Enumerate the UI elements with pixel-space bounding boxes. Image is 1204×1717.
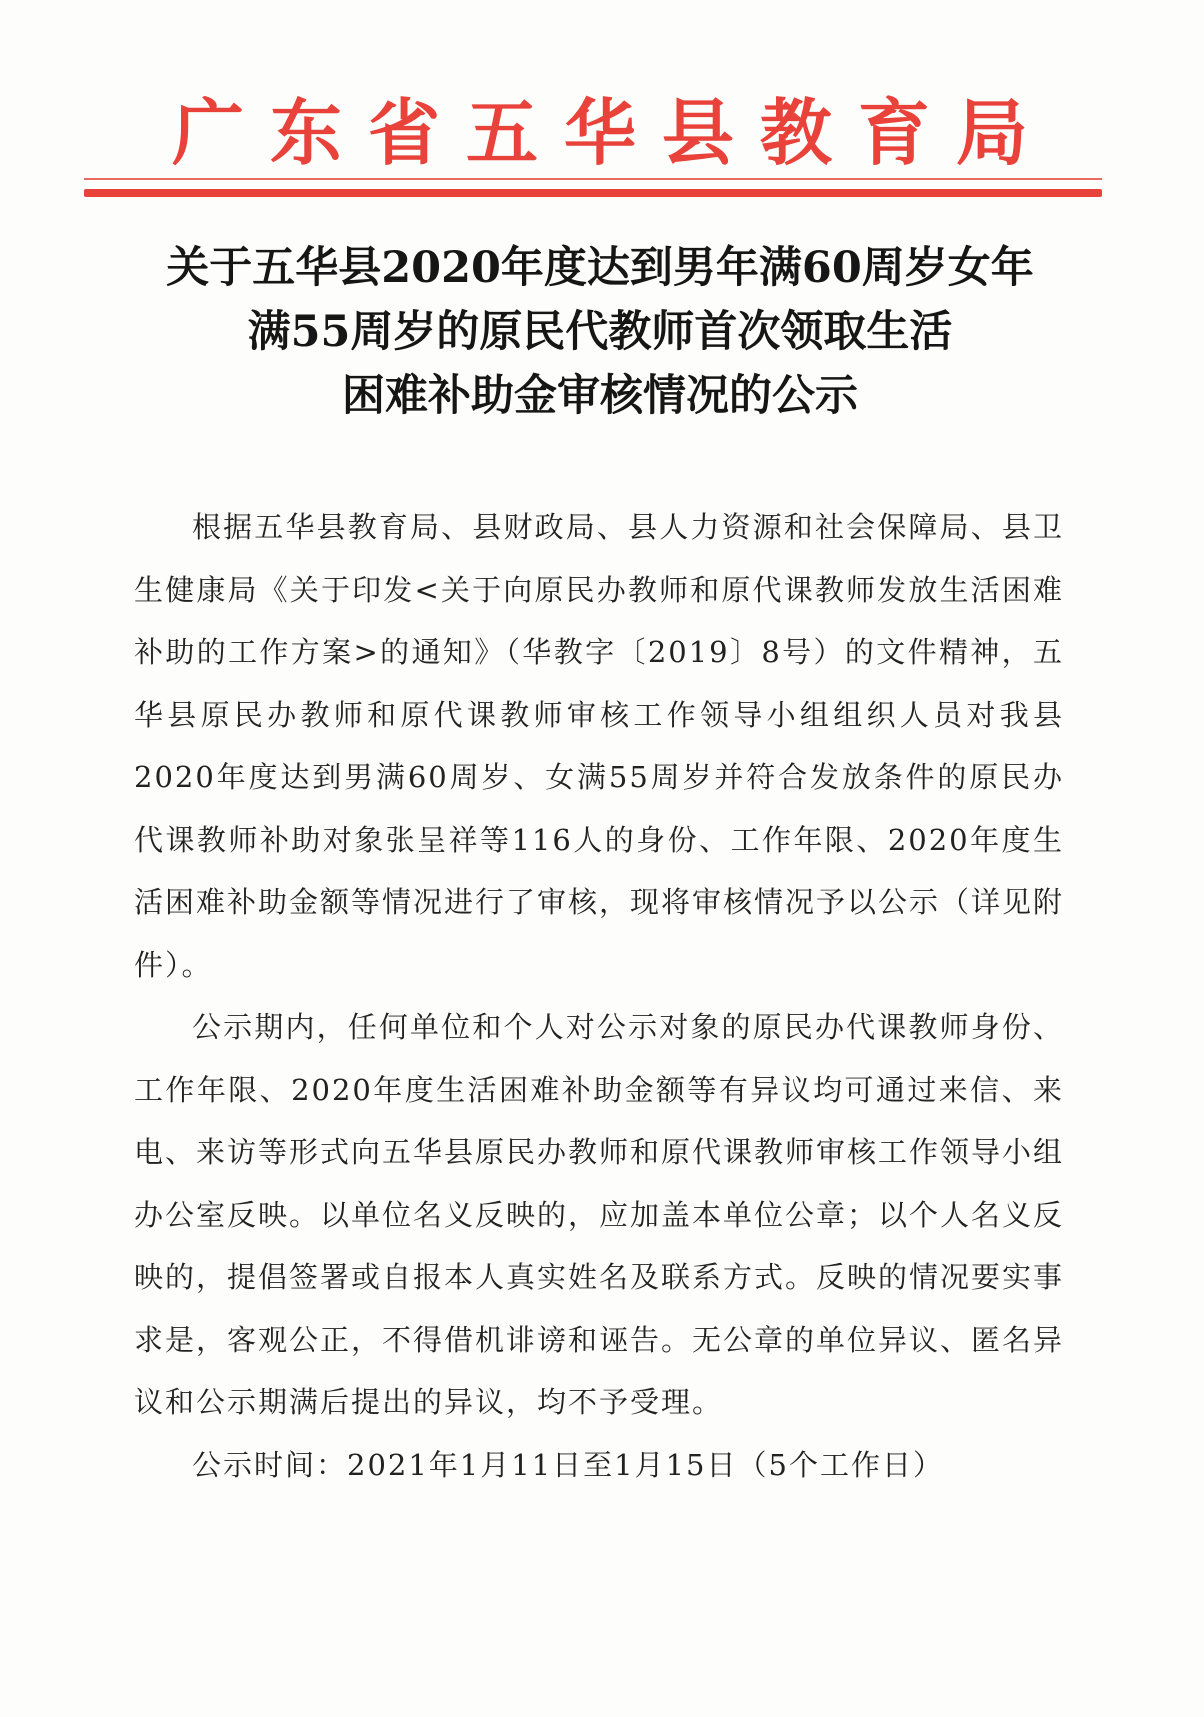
document-title-line: 满55周岁的原民代教师首次领取生活: [247, 307, 953, 357]
letterhead-char: 东: [269, 90, 342, 175]
letterhead-char: 华: [563, 90, 636, 175]
document-title-line: 困难补助金审核情况的公示: [342, 371, 858, 421]
letterhead-char: 五: [465, 90, 538, 175]
body-paragraph-basis: 根据五华县教育局、县财政局、县人力资源和社会保障局、县卫生健康局《关于印发<关于向原民办教师和原代课教师发放生活困难补助的工作方案>的通知》（华教字〔2019〕8号）的文件精神，五华县原民办教师和原代课教师审核工作领导小组组织人员对我县2020年度达到男满60周岁、女满55周岁并符合发放条件的原民办代课教师补助对象张呈祥等116人的身份、工作年限、2020年度生活困难补助金额等情况进行了审核，现将审核情况予以公示（详见附件）。: [134, 510, 1065, 982]
letterhead-char: 局: [955, 90, 1028, 175]
document-title-line: 关于五华县2020年度达到男年满60周岁女年: [166, 243, 1034, 293]
body-paragraph-period: 公示时间：2021年1月11日至1月15日（5个工作日）: [192, 1447, 944, 1482]
letterhead-char: 省: [367, 90, 440, 175]
letterhead-thin-rule: [84, 178, 1102, 180]
letterhead-org-name: [80, 88, 1120, 178]
letterhead-char: 教: [759, 90, 832, 175]
body-paragraph-objection: 公示期内，任何单位和个人对公示对象的原民办代课教师身份、工作年限、2020年度生活困难补助金额等有异议均可通过来信、来电、来访等形式向五华县原民办教师和原代课教师审核工作领导小组办公室反映。以单位名义反映的，应加盖本单位公章；以个人名义反映的，提倡签署或自报本人真实姓名及联系方式。反映的情况要实事求是，客观公正，不得借机诽谤和诬告。无公章的单位异议、匿名异议和公示期满后提出的异议，均不予受理。: [134, 1010, 1065, 1419]
letterhead-thick-rule: [84, 189, 1102, 197]
document-title: [100, 236, 1100, 428]
letterhead-char: 广: [172, 90, 245, 175]
letterhead-char: 育: [857, 90, 930, 175]
document-body: [134, 496, 1064, 1496]
letterhead-char: 县: [661, 90, 734, 175]
